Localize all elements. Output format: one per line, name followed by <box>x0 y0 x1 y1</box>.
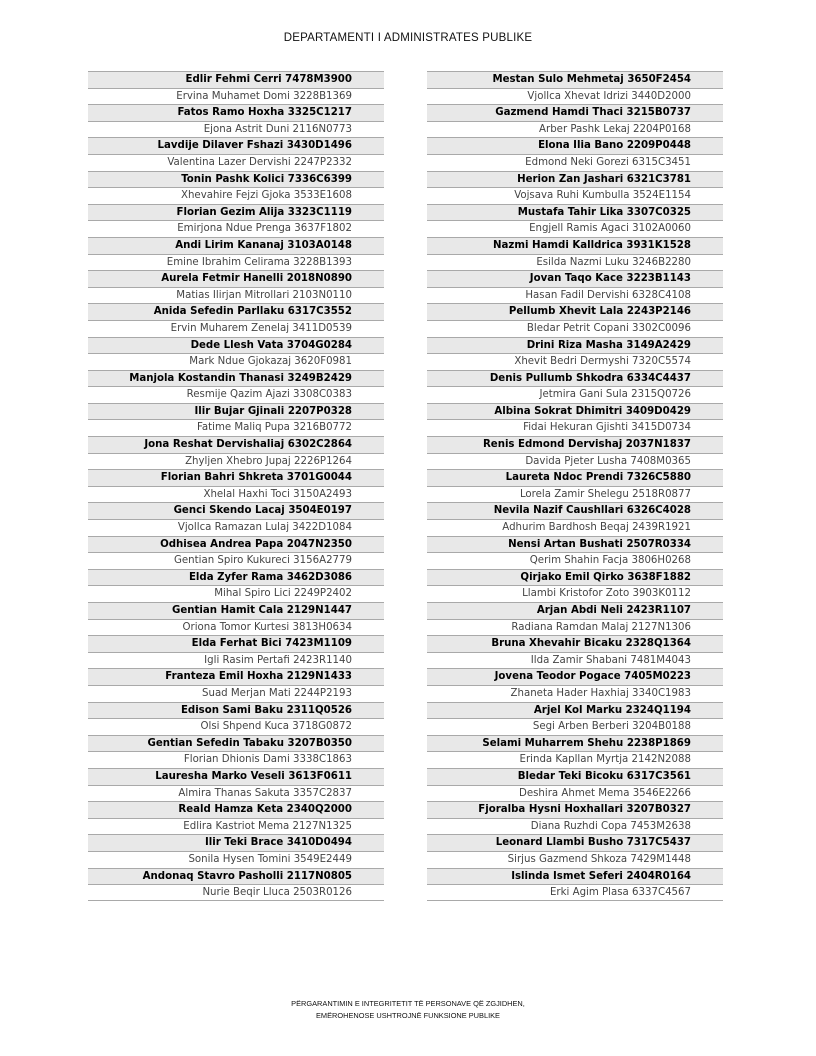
list-item: Fidai Hekuran Gjishti 3415D0734 <box>427 419 723 436</box>
list-item: Segi Arben Berberi 3204B0188 <box>427 718 723 735</box>
list-item: Franteza Emil Hoxha 2129N1433 <box>88 668 384 685</box>
list-item: Odhisea Andrea Papa 2047N2350 <box>88 536 384 553</box>
list-item: Florian Dhionis Dami 3338C1863 <box>88 751 384 768</box>
list-item: Pellumb Xhevit Lala 2243P2146 <box>427 303 723 320</box>
list-item: Edlir Fehmi Cerri 7478M3900 <box>88 71 384 88</box>
list-item: Emirjona Ndue Prenga 3637F1802 <box>88 220 384 237</box>
list-item: Albina Sokrat Dhimitri 3409D0429 <box>427 403 723 420</box>
list-item: Fatos Ramo Hoxha 3325C1217 <box>88 104 384 121</box>
list-item: Lavdije Dilaver Fshazi 3430D1496 <box>88 137 384 154</box>
list-item: Almira Thanas Sakuta 3357C2837 <box>88 785 384 802</box>
list-item: Igli Rasim Pertafi 2423R1140 <box>88 652 384 669</box>
list-item: Erki Agim Plasa 6337C4567 <box>427 884 723 901</box>
left-name-list <box>88 71 384 901</box>
list-item: Xhevit Bedri Dermyshi 7320C5574 <box>427 353 723 370</box>
list-item: Reald Hamza Keta 2340Q2000 <box>88 801 384 818</box>
list-item: Qirjako Emil Qirko 3638F1882 <box>427 569 723 586</box>
list-item: Diana Ruzhdi Copa 7453M2638 <box>427 818 723 835</box>
list-item: Herion Zan Jashari 6321C3781 <box>427 171 723 188</box>
list-item: Ilir Teki Brace 3410D0494 <box>88 834 384 851</box>
list-item: Jetmira Gani Sula 2315Q0726 <box>427 386 723 403</box>
list-item: Elda Ferhat Bici 7423M1109 <box>88 635 384 652</box>
list-item: Vjollca Ramazan Lulaj 3422D1084 <box>88 519 384 536</box>
list-item: Mihal Spiro Lici 2249P2402 <box>88 585 384 602</box>
list-item: Jovan Taqo Kace 3223B1143 <box>427 270 723 287</box>
list-item: Ilda Zamir Shabani 7481M4043 <box>427 652 723 669</box>
list-item: Laureta Ndoc Prendi 7326C5880 <box>427 469 723 486</box>
list-item: Leonard Llambi Busho 7317C5437 <box>427 834 723 851</box>
list-item: Bruna Xhevahir Bicaku 2328Q1364 <box>427 635 723 652</box>
list-item: Andi Lirim Kananaj 3103A0148 <box>88 237 384 254</box>
list-item: Gentian Sefedin Tabaku 3207B0350 <box>88 735 384 752</box>
list-item: Edison Sami Baku 2311Q0526 <box>88 702 384 719</box>
list-item: Denis Pullumb Shkodra 6334C4437 <box>427 370 723 387</box>
list-item: Vjollca Xhevat Idrizi 3440D2000 <box>427 88 723 105</box>
list-item: Tonin Pashk Kolici 7336C6399 <box>88 171 384 188</box>
list-item: Lorela Zamir Shelegu 2518R0877 <box>427 486 723 503</box>
list-item: Hasan Fadil Dervishi 6328C4108 <box>427 287 723 304</box>
list-item: Andonaq Stavro Pasholli 2117N0805 <box>88 868 384 885</box>
list-item: Engjell Ramis Agaci 3102A0060 <box>427 220 723 237</box>
list-item: Qerim Shahin Facja 3806H0268 <box>427 552 723 569</box>
list-item: Islinda Ismet Seferi 2404R0164 <box>427 868 723 885</box>
list-item: Nazmi Hamdi Kalldrica 3931K1528 <box>427 237 723 254</box>
list-item: Genci Skendo Lacaj 3504E0197 <box>88 502 384 519</box>
list-item: Mustafa Tahir Lika 3307C0325 <box>427 204 723 221</box>
list-item: Aurela Fetmir Hanelli 2018N0890 <box>88 270 384 287</box>
list-item: Nurie Beqir Lluca 2503R0126 <box>88 884 384 901</box>
list-item: Selami Muharrem Shehu 2238P1869 <box>427 735 723 752</box>
list-item: Sirjus Gazmend Shkoza 7429M1448 <box>427 851 723 868</box>
list-item: Xhevahire Fejzi Gjoka 3533E1608 <box>88 187 384 204</box>
list-item: Fjoralba Hysni Hoxhallari 3207B0327 <box>427 801 723 818</box>
list-item: Sonila Hysen Tomini 3549E2449 <box>88 851 384 868</box>
list-item: Olsi Shpend Kuca 3718G0872 <box>88 718 384 735</box>
list-item: Fatime Maliq Pupa 3216B0772 <box>88 419 384 436</box>
list-item: Matias Ilirjan Mitrollari 2103N0110 <box>88 287 384 304</box>
list-item: Bledar Petrit Copani 3302C0096 <box>427 320 723 337</box>
list-item: Arjan Abdi Neli 2423R1107 <box>427 602 723 619</box>
list-item: Xhelal Haxhi Toci 3150A2493 <box>88 486 384 503</box>
list-item: Edmond Neki Gorezi 6315C3451 <box>427 154 723 171</box>
list-item: Nensi Artan Bushati 2507R0334 <box>427 536 723 553</box>
list-item: Gentian Hamit Cala 2129N1447 <box>88 602 384 619</box>
list-item: Ejona Astrit Duni 2116N0773 <box>88 121 384 138</box>
list-item: Arjel Kol Marku 2324Q1194 <box>427 702 723 719</box>
list-item: Florian Gezim Alija 3323C1119 <box>88 204 384 221</box>
list-item: Resmije Qazim Ajazi 3308C0383 <box>88 386 384 403</box>
list-item: Erinda Kapllan Myrtja 2142N2088 <box>427 751 723 768</box>
list-item: Dede Llesh Vata 3704G0284 <box>88 337 384 354</box>
list-item: Oriona Tomor Kurtesi 3813H0634 <box>88 619 384 636</box>
right-name-list <box>427 71 723 901</box>
list-item: Adhurim Bardhosh Beqaj 2439R1921 <box>427 519 723 536</box>
list-item: Jona Reshat Dervishaliaj 6302C2864 <box>88 436 384 453</box>
list-item: Renis Edmond Dervishaj 2037N1837 <box>427 436 723 453</box>
list-item: Bledar Teki Bicoku 6317C3561 <box>427 768 723 785</box>
list-item: Esilda Nazmi Luku 3246B2280 <box>427 254 723 271</box>
list-item: Jovena Teodor Pogace 7405M0223 <box>427 668 723 685</box>
list-item: Ilir Bujar Gjinali 2207P0328 <box>88 403 384 420</box>
list-item: Deshira Ahmet Mema 3546E2266 <box>427 785 723 802</box>
list-item: Gazmend Hamdi Thaci 3215B0737 <box>427 104 723 121</box>
list-item: Llambi Kristofor Zoto 3903K0112 <box>427 585 723 602</box>
list-item: Edlira Kastriot Mema 2127N1325 <box>88 818 384 835</box>
footer-line-2: EMËROHENOSE USHTROJNË FUNKSIONE PUBLIKE <box>316 1011 500 1020</box>
list-item: Drini Riza Masha 3149A2429 <box>427 337 723 354</box>
list-item: Gentian Spiro Kukureci 3156A2779 <box>88 552 384 569</box>
page-footer <box>0 998 816 1022</box>
list-item: Arber Pashk Lekaj 2204P0168 <box>427 121 723 138</box>
list-item: Emine Ibrahim Celirama 3228B1393 <box>88 254 384 271</box>
list-item: Elda Zyfer Rama 3462D3086 <box>88 569 384 586</box>
list-item: Nevila Nazif Caushllari 6326C4028 <box>427 502 723 519</box>
list-item: Suad Merjan Mati 2244P2193 <box>88 685 384 702</box>
list-item: Anida Sefedin Parllaku 6317C3552 <box>88 303 384 320</box>
footer-line-1: PËRGARANTIMIN E INTEGRITETIT TË PERSONAVE QË ZGJIDHEN, <box>291 999 525 1008</box>
list-item: Radiana Ramdan Malaj 2127N1306 <box>427 619 723 636</box>
list-item: Vojsava Ruhi Kumbulla 3524E1154 <box>427 187 723 204</box>
list-item: Zhaneta Hader Haxhiaj 3340C1983 <box>427 685 723 702</box>
list-item: Florian Bahri Shkreta 3701G0044 <box>88 469 384 486</box>
page-title: DEPARTAMENTI I ADMINISTRATES PUBLIKE <box>283 32 533 44</box>
list-item: Ervina Muhamet Domi 3228B1369 <box>88 88 384 105</box>
list-item: Lauresha Marko Veseli 3613F0611 <box>88 768 384 785</box>
list-item: Valentina Lazer Dervishi 2247P2332 <box>88 154 384 171</box>
list-item: Manjola Kostandin Thanasi 3249B2429 <box>88 370 384 387</box>
list-item: Mark Ndue Gjokazaj 3620F0981 <box>88 353 384 370</box>
list-item: Mestan Sulo Mehmetaj 3650F2454 <box>427 71 723 88</box>
list-item: Davida Pjeter Lusha 7408M0365 <box>427 453 723 470</box>
list-item: Zhyljen Xhebro Jupaj 2226P1264 <box>88 453 384 470</box>
list-item: Elona Ilia Bano 2209P0448 <box>427 137 723 154</box>
list-item: Ervin Muharem Zenelaj 3411D0539 <box>88 320 384 337</box>
